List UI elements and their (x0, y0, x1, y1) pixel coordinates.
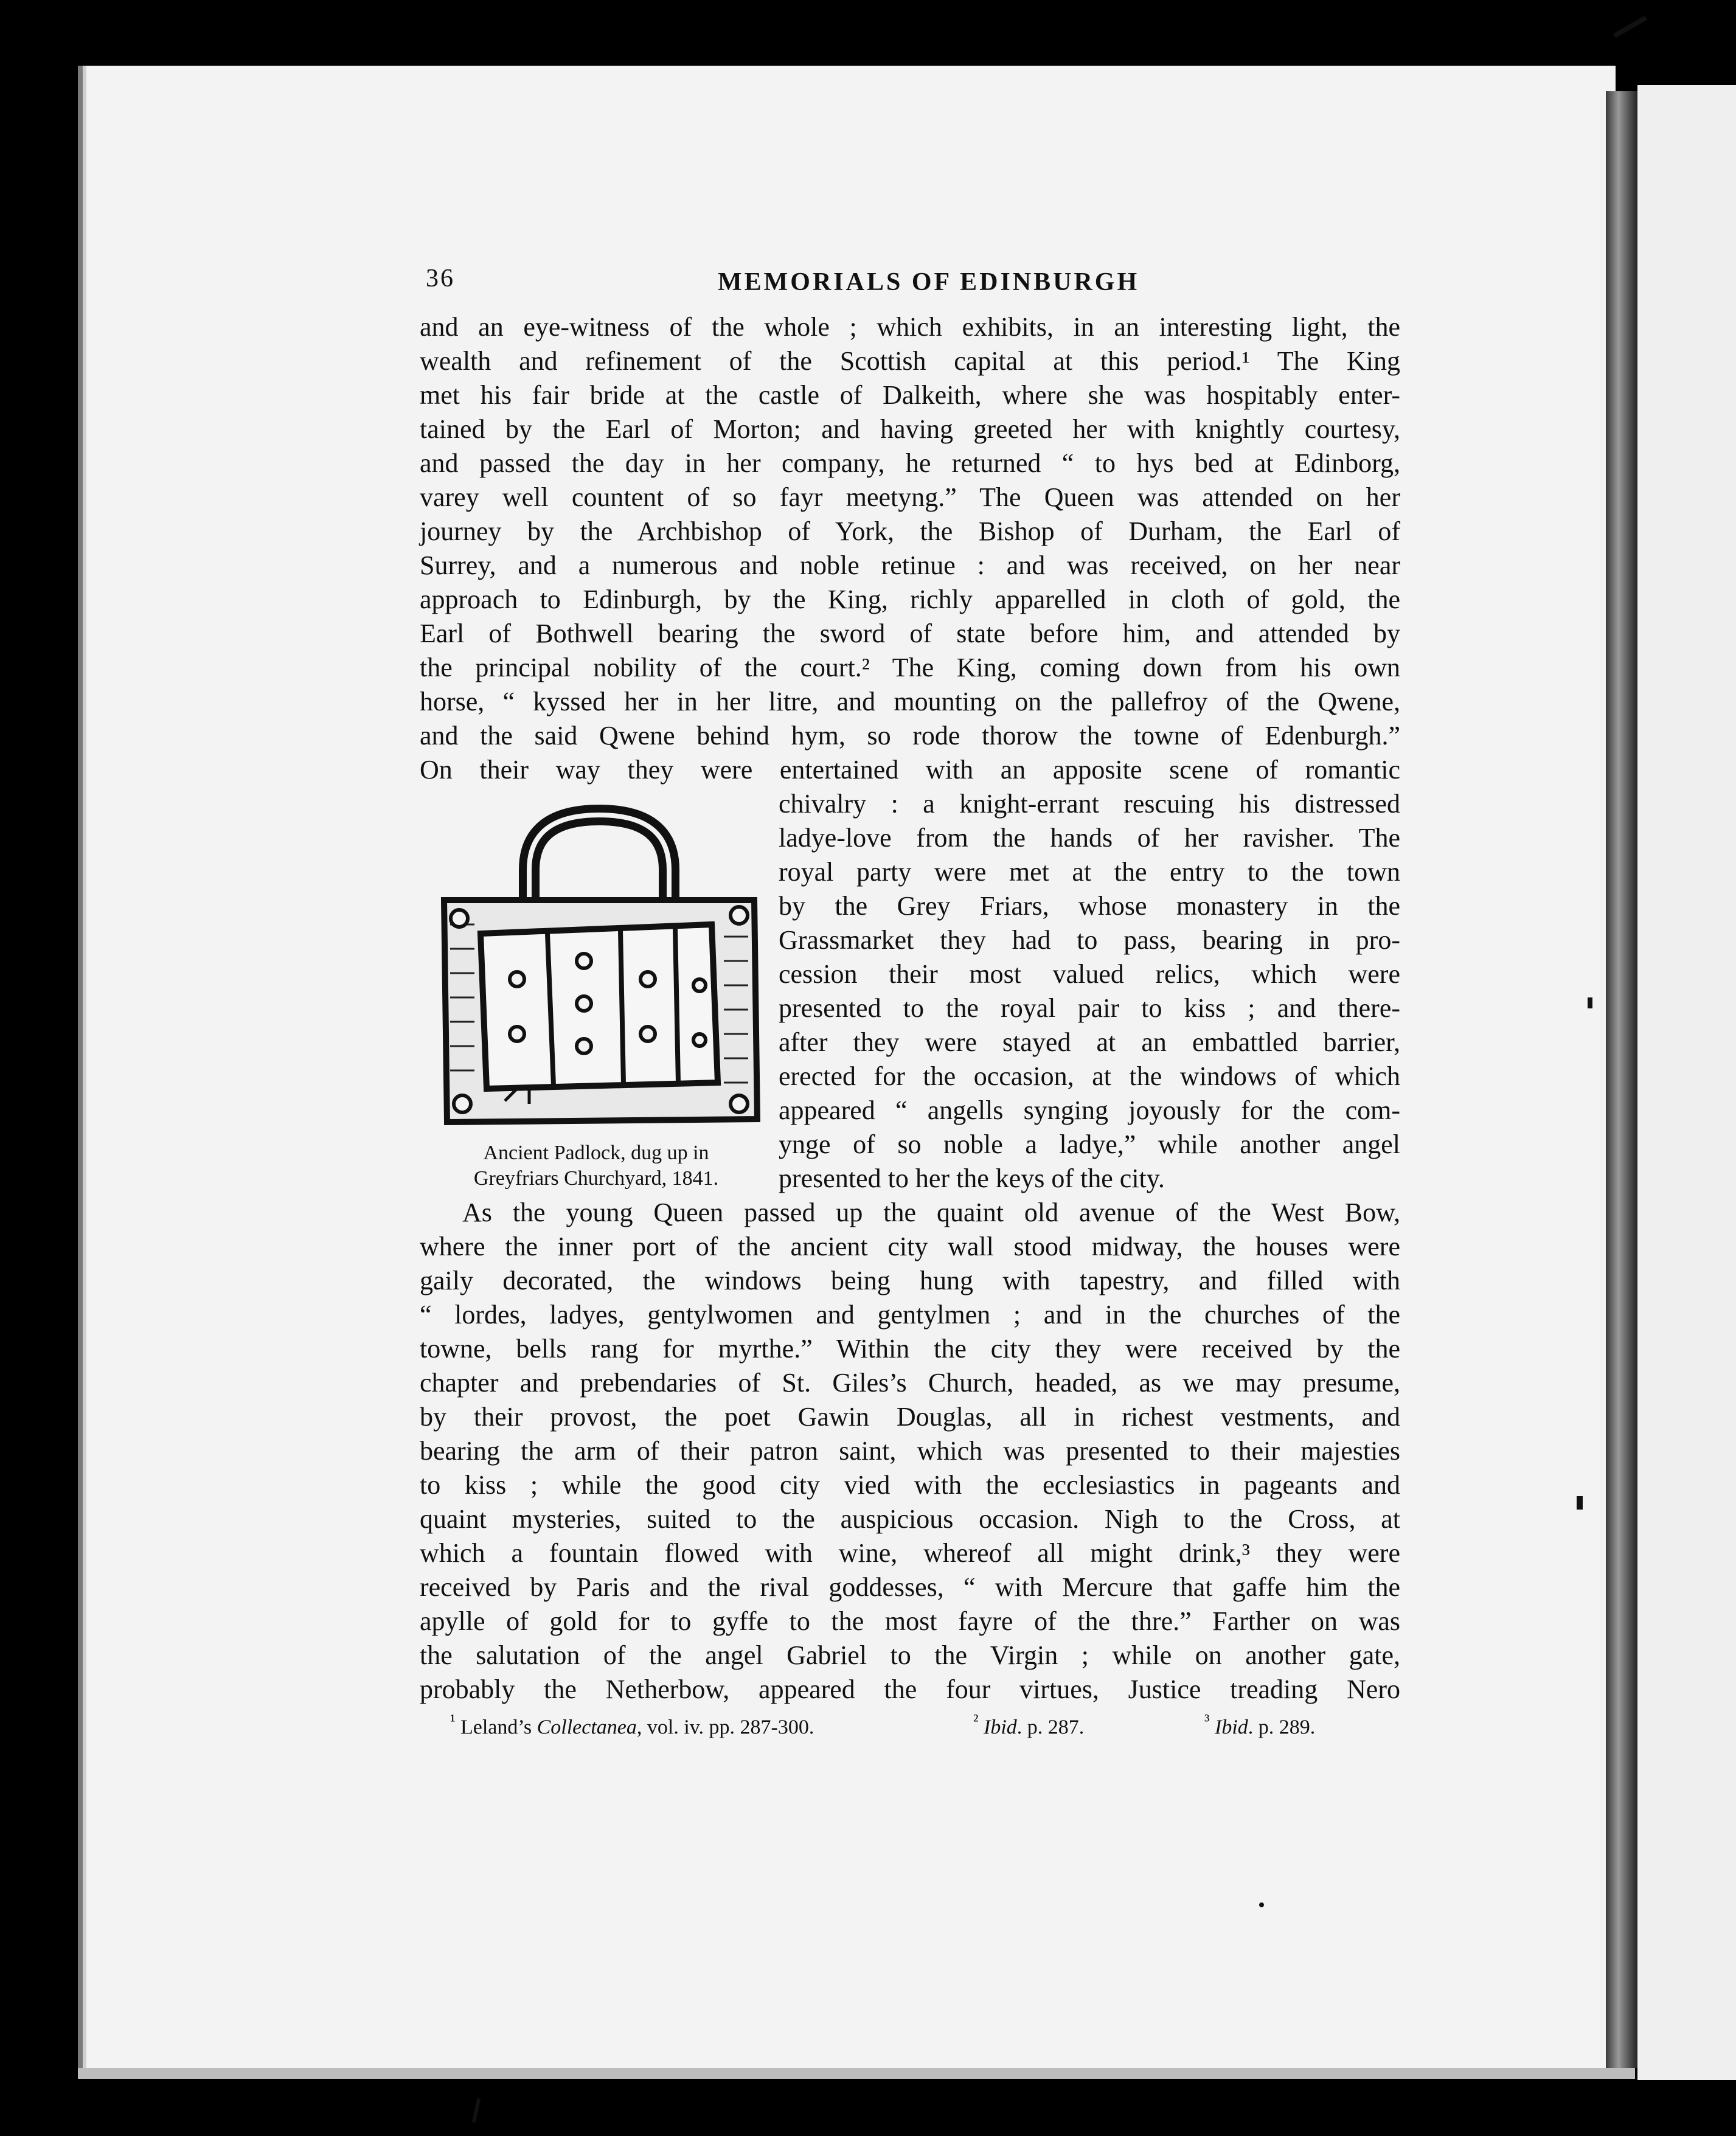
footnote-marker: ³ (1204, 1711, 1210, 1730)
figure-caption (426, 1140, 766, 1191)
scan-speck (472, 2098, 481, 2123)
text-line: Earl of Bothwell bearing the sword of state before him, and attended by (420, 619, 1400, 648)
text-line: probably the Netherbow, appeared the four virtues, Justice treading Nero (420, 1674, 1400, 1704)
text-line: chivalry : a knight-errant rescuing his distressed (779, 789, 1400, 819)
footnote-text: Leland’s (455, 1716, 537, 1739)
text-line: cession their most valued relics, which were (779, 959, 1400, 989)
text-line: by their provost, the poet Gawin Douglas, all in richest vestments, and (420, 1402, 1400, 1432)
footnotes (450, 1711, 1399, 1739)
text-line: appeared “ angells synging joyously for the com- (779, 1095, 1400, 1125)
text-line: erected for the occasion, at the windows of which (779, 1061, 1400, 1091)
text-line: “ lordes, ladyes, gentylwomen and gentylmen ; and in the churches of the (420, 1300, 1400, 1330)
footnote-marker: ² (973, 1711, 979, 1730)
text-line: tained by the Earl of Morton; and having greeted her with knightly courtesy, (420, 414, 1400, 444)
text-line: to kiss ; while the good city vied with the ecclesiastics in pageants and (420, 1470, 1400, 1500)
text-line: Grassmarket they had to pass, bearing in pro- (779, 925, 1400, 955)
book-spine (1606, 91, 1637, 2068)
footnote-title: Ibid (984, 1716, 1017, 1739)
text-line: presented to the royal pair to kiss ; and there- (779, 993, 1400, 1023)
text-line: chapter and prebendaries of St. Giles’s Church, headed, as we may presume, (420, 1368, 1400, 1398)
padlock-illustration (438, 803, 760, 1131)
scan-speck (1613, 16, 1647, 38)
footnote-title: Ibid (1215, 1716, 1248, 1739)
text-line: by the Grey Friars, whose monastery in the (779, 891, 1400, 921)
text-line: horse, “ kyssed her in her litre, and mounting on the pallefroy of the Qwene, (420, 687, 1400, 716)
text-line: presented to her the keys of the city. (779, 1163, 1165, 1193)
text-line: apylle of gold for to gyffe to the most fayre of the thre.” Farther on was (420, 1606, 1400, 1636)
text-line: gaily decorated, the windows being hung with tapestry, and filled with (420, 1266, 1400, 1295)
text-line: received by Paris and the rival goddesses, “ with Mercure that gaffe him the (420, 1572, 1400, 1602)
text-line: royal party were met at the entry to the town (779, 857, 1400, 887)
scan-speck (1577, 1496, 1583, 1510)
page-bottom-edge (78, 2068, 1635, 2079)
text-line: after they were stayed at an embattled barrier, (779, 1027, 1400, 1057)
text-line: varey well countent of so fayr meetyng.” The Queen was attended on her (420, 482, 1400, 512)
running-title: MEMORIALS OF EDINBURGH (718, 268, 1140, 296)
text-line: and an eye-witness of the whole ; which exhibits, in an interesting light, the (420, 312, 1400, 342)
text-line: met his fair bride at the castle of Dalkeith, where she was hospitably enter- (420, 380, 1400, 410)
footnote-2 (973, 1711, 1084, 1739)
text-line: where the inner port of the ancient city wall stood midway, the houses were (420, 1232, 1400, 1261)
text-line: journey by the Archbishop of York, the Bishop of Durham, the Earl of (420, 516, 1400, 546)
footnote-text: . p. 289. (1248, 1716, 1316, 1739)
text-line: towne, bells rang for myrthe.” Within the city they were received by the (420, 1334, 1400, 1364)
text-line: On their way they were entertained with an apposite scene of romantic (420, 755, 1400, 785)
footnote-text: , vol. iv. pp. 287-300. (636, 1716, 814, 1739)
text-line: As the young Queen passed up the quaint old avenue of the West Bow, (462, 1198, 1400, 1227)
footnote-marker: ¹ (450, 1711, 456, 1730)
scan-speck (1259, 1902, 1264, 1907)
text-line: approach to Edinburgh, by the King, richly apparelled in cloth of gold, the (420, 584, 1400, 614)
text-line: ladye-love from the hands of her ravisher. The (779, 823, 1400, 853)
page-number: 36 (426, 265, 455, 293)
text-line: bearing the arm of their patron saint, which was presented to their majesties (420, 1436, 1400, 1466)
footnote-title: Collectanea (536, 1716, 637, 1739)
scan-speck (1588, 997, 1592, 1008)
text-line: Surrey, and a numerous and noble retinue : and was received, on her near (420, 550, 1400, 580)
caption-line: Greyfriars Churchyard, 1841. (473, 1167, 719, 1190)
text-line: the principal nobility of the court.² The King, coming down from his own (420, 653, 1400, 682)
text-line: ynge of so noble a ladye,” while another angel (779, 1129, 1400, 1159)
text-line: and passed the day in her company, he returned “ to hys bed at Edinborg, (420, 448, 1400, 478)
footnote-text: . p. 287. (1016, 1716, 1085, 1739)
caption-line: Ancient Padlock, dug up in (483, 1142, 709, 1164)
text-line: and the said Qwene behind hym, so rode thorow the towne of Edenburgh.” (420, 721, 1400, 751)
text-line: wealth and refinement of the Scottish capital at this period.¹ The King (420, 346, 1400, 376)
footnote-1 (450, 1711, 814, 1739)
text-line: quaint mysteries, suited to the auspicious occasion. Nigh to the Cross, at (420, 1504, 1400, 1534)
footnote-3 (1204, 1711, 1315, 1739)
padlock-body (481, 924, 718, 1089)
page-header (426, 264, 1399, 300)
text-line: the salutation of the angel Gabriel to the Virgin ; while on another gate, (420, 1640, 1400, 1670)
facing-page-edge (1637, 85, 1736, 2080)
text-line: which a fountain flowed with wine, whereof all might drink,³ they were (420, 1538, 1400, 1568)
